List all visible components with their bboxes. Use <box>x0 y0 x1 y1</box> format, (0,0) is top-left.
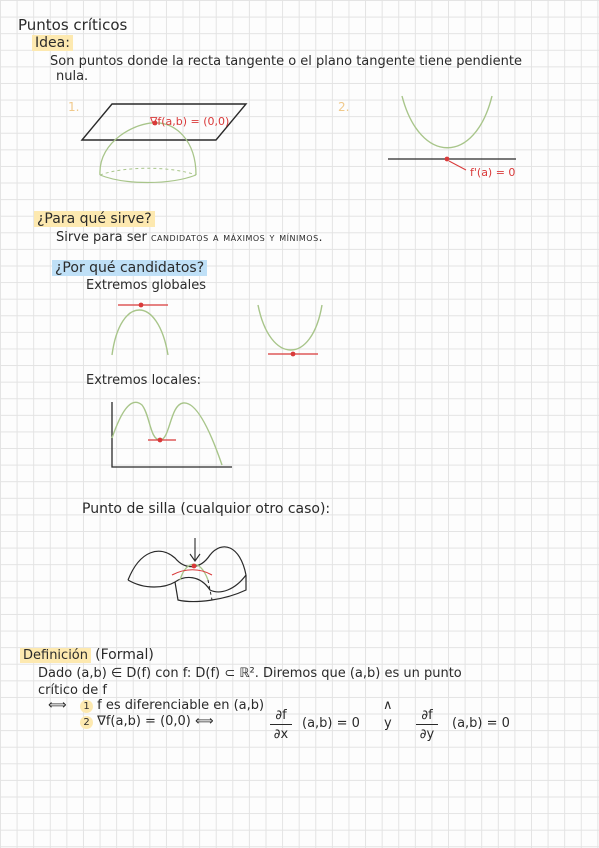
idea-text-line2: nula. <box>56 69 89 84</box>
page-title: Puntos críticos <box>18 16 128 34</box>
derivative-label: f'(a) = 0 <box>470 166 516 179</box>
figure2-number: 2. <box>338 100 350 114</box>
saddle-middle <box>128 575 246 592</box>
silla-label: Punto de silla (cualquior otro caso): <box>82 501 331 517</box>
def-line1: Dado (a,b) ∈ D(f) con f: D(f) ⊂ ℝ². Diremos que (a,b) es un punto <box>38 666 462 681</box>
condition-1-number: 1 <box>80 700 93 713</box>
condition-2-number: 2 <box>80 716 93 729</box>
iff-symbol: ⟺ <box>48 698 67 713</box>
gradient-label: ∇f(a,b) = (0,0) <box>150 115 230 128</box>
definicion-formal: (Formal) <box>95 647 154 663</box>
condition-2 <box>80 714 214 729</box>
extremos-locales-label: Extremos locales: <box>86 373 202 388</box>
extremos-globales-label: Extremos globales <box>86 278 207 293</box>
condition-2-eq1: (a,b) = 0 <box>302 716 360 731</box>
condition-1 <box>80 698 264 713</box>
def-line2: crítico de f <box>38 683 108 698</box>
partial-dx: ∂x <box>273 727 289 742</box>
saddle-front <box>175 575 246 602</box>
y-conjunction: y <box>384 716 392 731</box>
condition-1-text: f es diferenciable en (a,b) <box>97 698 265 713</box>
por-que-question: ¿Por qué candidatos? <box>52 260 207 276</box>
and-symbol: ∧ <box>383 698 393 713</box>
condition-2-gradient: ∇f(a,b) = (0,0) ⟺ <box>97 714 214 729</box>
answer-prefix: Sirve para ser <box>56 230 147 245</box>
condition-2-eq2: (a,b) = 0 <box>452 716 510 731</box>
idea-label: Idea: <box>32 35 73 51</box>
definicion-heading <box>20 648 154 663</box>
partial-dy: ∂y <box>419 727 435 742</box>
fraction-bar-y <box>416 724 438 725</box>
idea-text-line1: Son puntos donde la recta tangente o el plano tangente tiene pendiente <box>50 54 522 69</box>
answer-caps: candidatos a máximos y mínimos. <box>150 230 323 244</box>
figure1-number: 1. <box>68 100 80 114</box>
saddle-top <box>128 547 246 580</box>
saddle-point <box>192 564 197 569</box>
partial-df-x: ∂f <box>275 708 287 723</box>
definicion-title: Definición <box>20 648 91 663</box>
para-que-question: ¿Para qué sirve? <box>34 211 155 227</box>
partial-df-y: ∂f <box>421 708 433 723</box>
fraction-bar-x <box>270 724 292 725</box>
